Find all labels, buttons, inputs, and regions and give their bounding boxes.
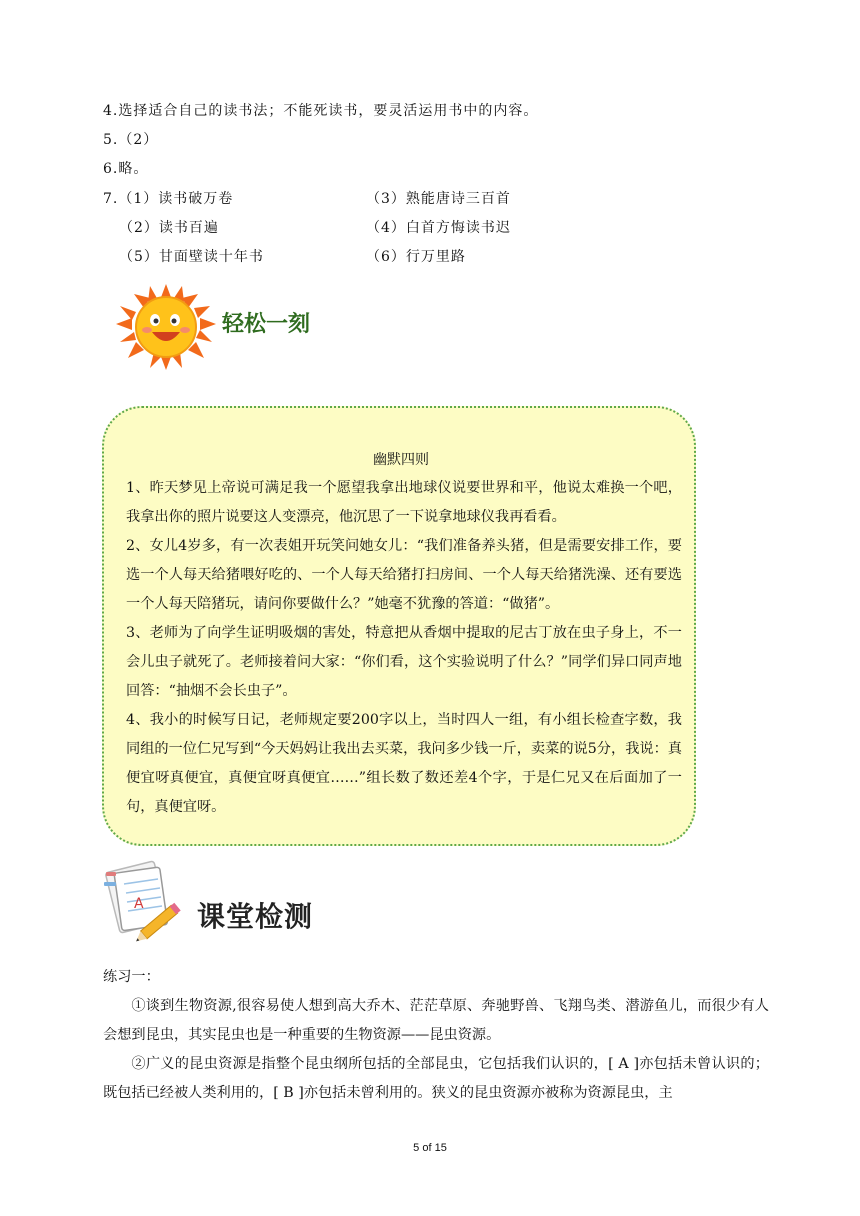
joke-box — [102, 406, 696, 846]
answer-7-1: 7.（1）读书破万卷 — [103, 191, 234, 207]
answer-7-5: （5）甘面壁读十年书 — [119, 249, 264, 265]
svg-text:A: A — [134, 896, 144, 912]
notebook-pencil-icon — [100, 860, 188, 944]
relax-title: 轻松一刻 — [222, 312, 311, 337]
page-number: 5 of 15 — [413, 1142, 447, 1154]
answer-7-6: （6）行万里路 — [366, 249, 466, 265]
joke-item: 3、老师为了向学生证明吸烟的害处，特意把从香烟中提取的尼古丁放在虫子身上，不一会儿虫子就死了。老师接着问大家：“你们看，这个实验说明了什么？”同学们异口同声地回答：“抽烟不会长虫子”。 — [126, 625, 682, 699]
joke-list — [126, 474, 682, 822]
joke-item: 4、我小的时候写日记，老师规定要200字以上，当时四人一组，有小组长检查字数，我同组的一位仁兄写到“今天妈妈让我出去买菜，我问多少钱一斤，卖菜的说5分，我说：真便宜呀真便宜，真便宜呀真便宜……”组长数了数还差4个字，于是仁兄又在后面加了一句，真便宜呀。 — [126, 712, 682, 815]
joke-item: 1、昨天梦见上帝说可满足我一个愿望我拿出地球仪说要世界和平，他说太难换一个吧，我拿出你的照片说要这人变漂亮，他沉思了一下说拿地球仪我再看看。 — [126, 480, 682, 525]
sun-icon — [114, 284, 218, 370]
exercise-section — [103, 963, 769, 1108]
answer-6: 6.略。 — [103, 161, 149, 177]
classroom-title: 课堂检测 — [197, 900, 314, 933]
answer-5: 5.（2） — [103, 132, 159, 148]
answer-7-4: （4）白首方悔读书迟 — [366, 220, 511, 236]
exercise-paragraph: ①谈到生物资源,很容易使人想到高大乔木、茫茫草原、奔驰野兽、飞翔鸟类、潜游鱼儿，而很少有人会想到昆虫，其实昆虫也是一种重要的生物资源——昆虫资源。 — [103, 998, 769, 1043]
joke-box-title: 幽默四则 — [373, 452, 429, 468]
exercise-paragraph: ②广义的昆虫资源是指整个昆虫纲所包括的全部昆虫，它包括我们认识的，[ A ]亦包括未曾认识的；既包括已经被人类利用的，[ B ]亦包括未曾利用的。狭义的昆虫资源亦被称为资源昆虫，主 — [103, 1056, 769, 1101]
joke-item: 2、女儿4岁多，有一次表姐开玩笑问她女儿：“我们准备养头猪，但是需要安排工作，要选一个人每天给猪喂好吃的、一个人每天给猪打扫房间、一个人每天给猪洗澡、还有要选一个人每天陪猪玩，请问你要做什么？”她毫不犹豫的答道：“做猪”。 — [126, 538, 682, 612]
answer-4: 4.选择适合自己的读书法；不能死读书，要灵活运用书中的内容。 — [103, 103, 539, 119]
answer-7-2: （2）读书百遍 — [119, 220, 219, 236]
exercise-label: 练习一： — [103, 969, 160, 985]
answer-7-3: （3）熟能唐诗三百首 — [366, 191, 511, 207]
